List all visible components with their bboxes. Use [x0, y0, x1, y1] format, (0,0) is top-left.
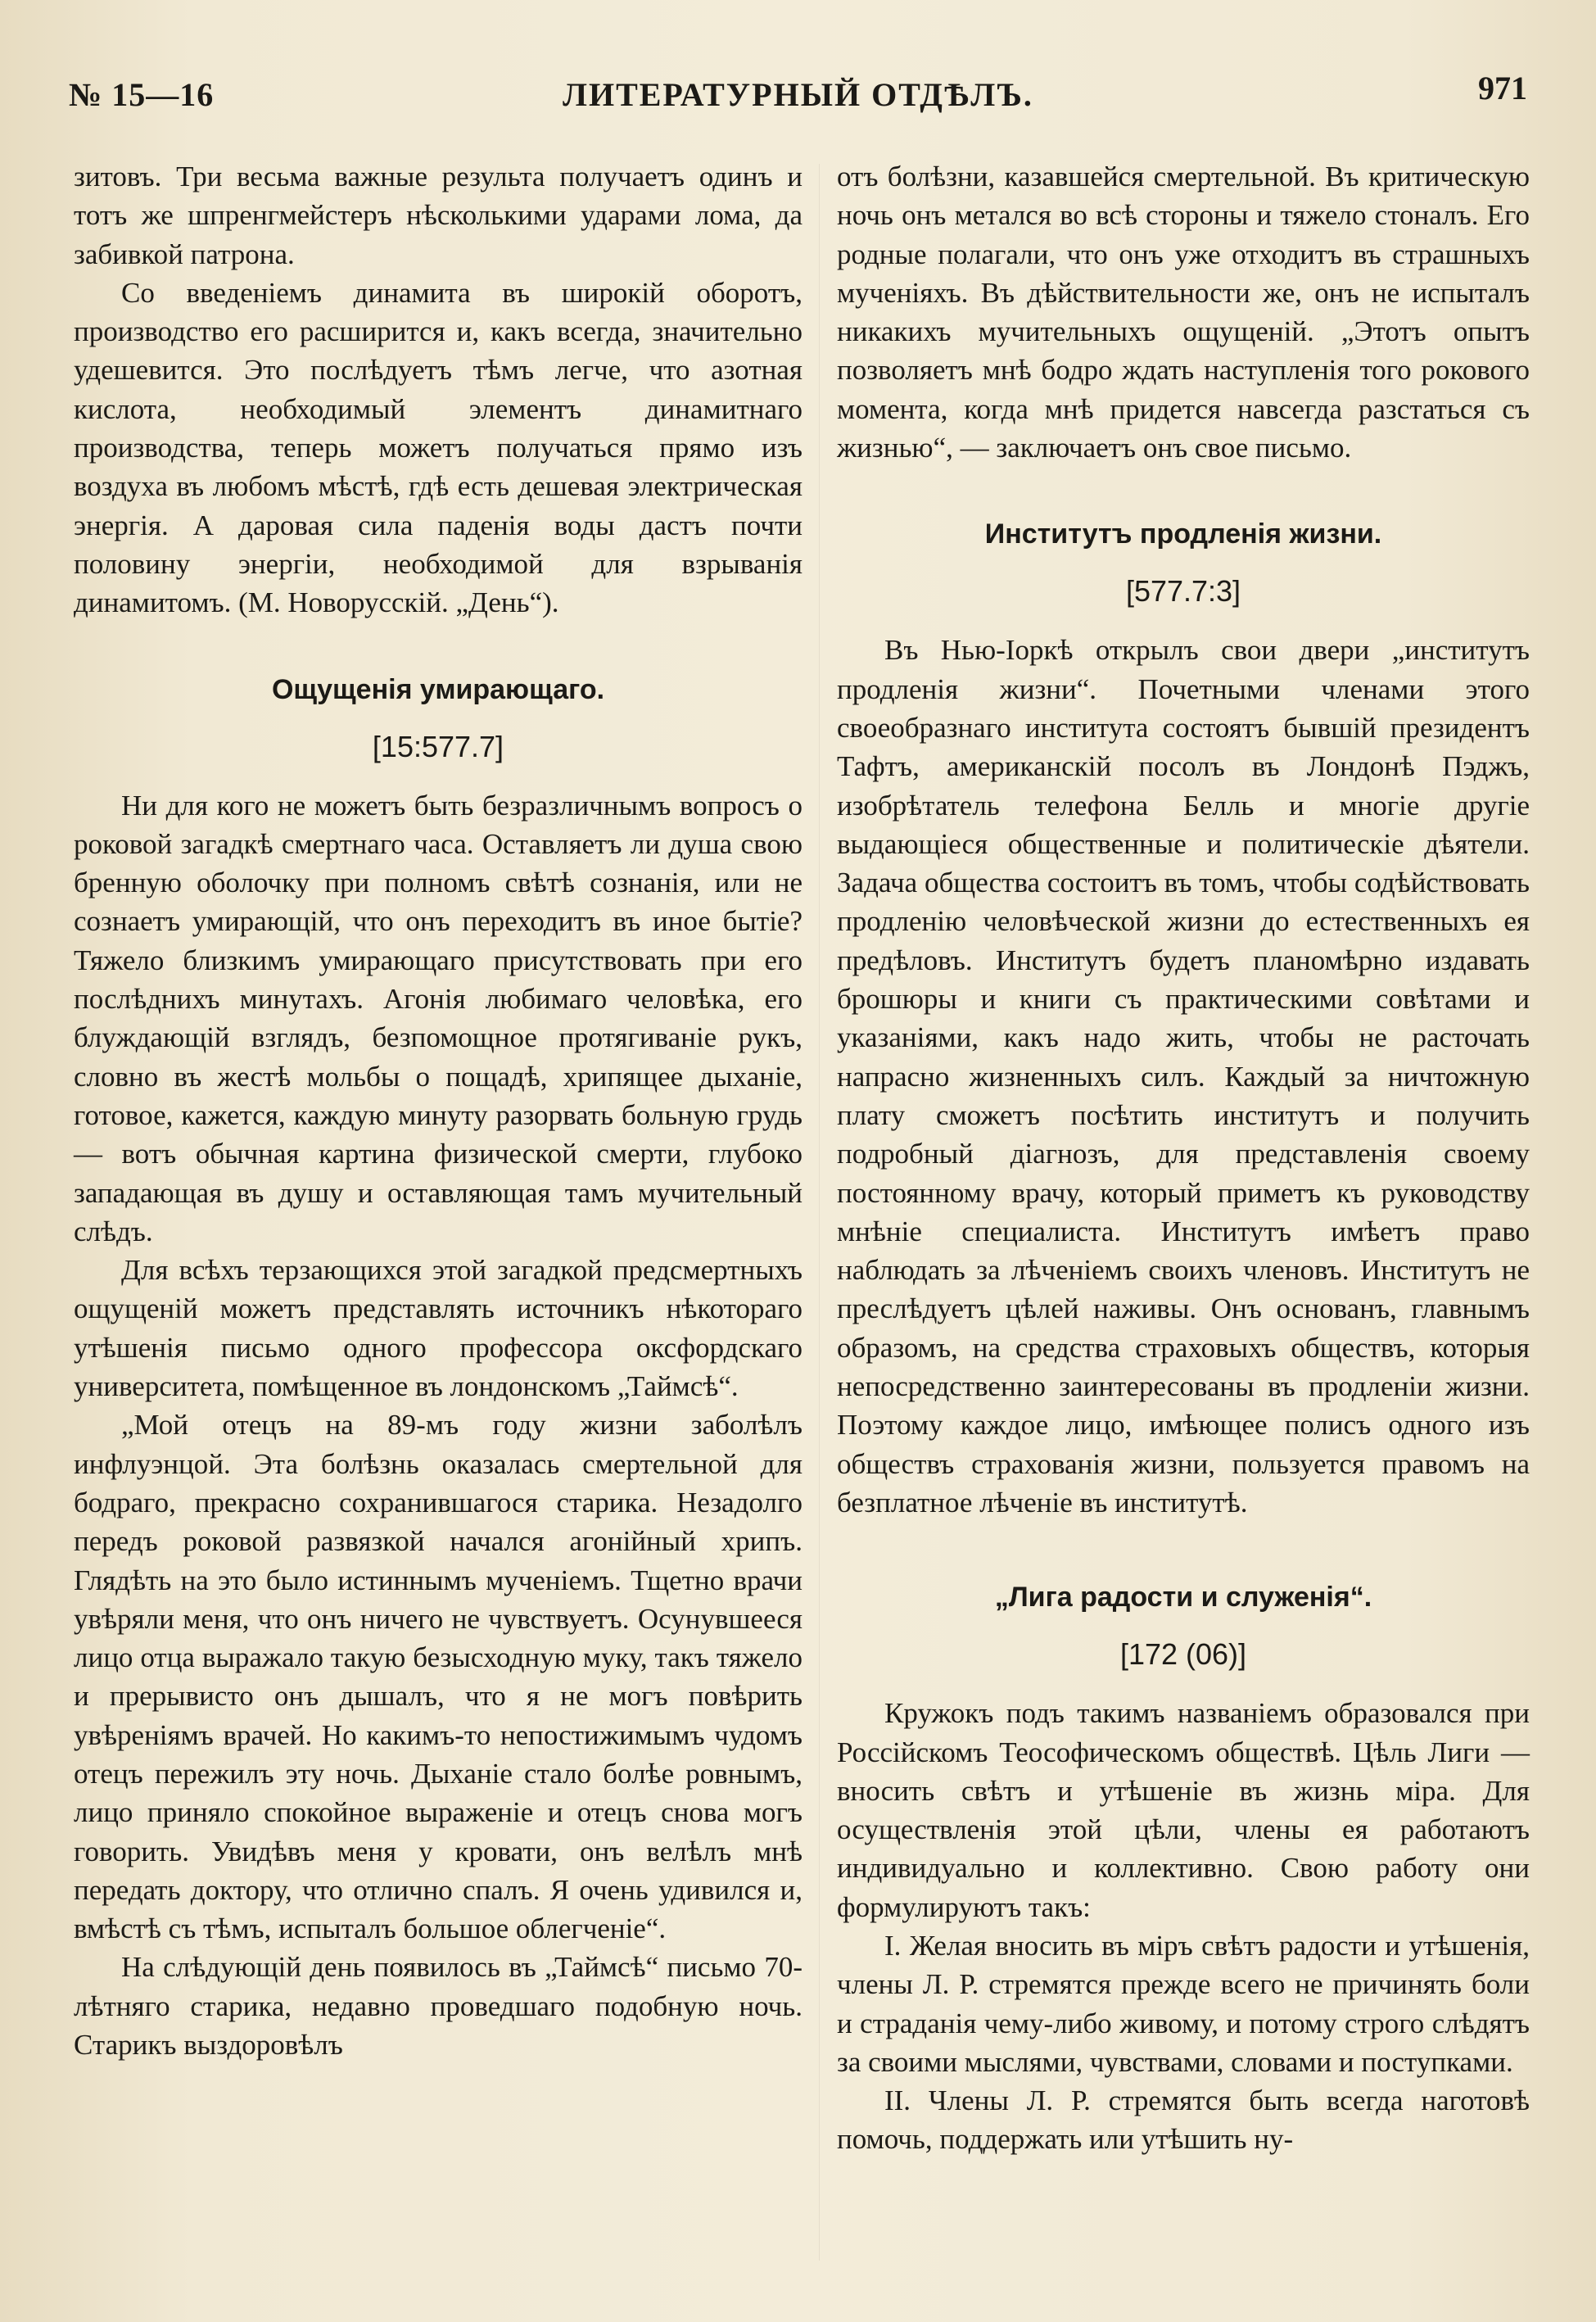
- column-divider: [819, 164, 820, 2261]
- classification-code: [15:577.7]: [372, 729, 504, 763]
- article-heading: Ощущенія умирающаго.: [271, 673, 605, 705]
- issue-number: № 15—16: [69, 76, 215, 113]
- paragraph: Кружокъ подъ такимъ названіемъ образовался при Россійскомъ Теософическомъ обществѣ. Цѣль Лиги — вносить свѣтъ и утѣшеніе въ жизнь міра. Для осуществленія этой цѣли, члены ея работаютъ индивидуально и коллективно. Свою работу они формулируютъ такъ:: [837, 1697, 1530, 1923]
- paragraph: II. Члены Л. Р. стремятся быть всегда наготовѣ помочь, поддержать или утѣшить ну-: [837, 2084, 1530, 2156]
- article-heading: „Лига радости и служенія“.: [994, 1582, 1372, 1614]
- paragraph: Ни для кого не можетъ быть безразличнымъ вопросъ о роковой загадкѣ смертнаго часа. Оставляетъ ли душа свою бренную оболочку при полномъ свѣтѣ сознанія, или не сознаетъ умирающій, что онъ переходитъ въ иное бытіе? Тяжело близкимъ умирающаго присутствовать при его послѣднихъ минутахъ. Агонія любимаго человѣка, его блуждающій взглядъ, безпомощное протягиваніе рукъ, словно въ жестѣ мольбы о пощадѣ, хрипящее дыханіе, готовое, кажется, каждую минуту разорвать больную грудь — вотъ обычная картина физической смерти, глубоко западающая въ душу и оставляющая тамъ мучительный слѣдъ.: [74, 789, 803, 1247]
- classification-code: [577.7:3]: [1125, 574, 1241, 609]
- article-heading: Институтъ продленія жизни.: [984, 518, 1382, 550]
- left-column: [74, 157, 803, 2064]
- paragraph: зитовъ. Три весьма важные результа получаетъ одинъ и тотъ же шпренгмейстеръ нѣсколькими ударами лома, да забивкой патрона.: [74, 161, 803, 270]
- right-column: [837, 157, 1530, 2159]
- paragraph: Для всѣхъ терзающихся этой загадкой предсмертныхъ ощущеній можетъ представлять источникъ нѣкотораго утѣшенія письмо одного профессора оксфордскаго университета, помѣщенное въ лондонскомъ „Таймсѣ“.: [74, 1254, 803, 1403]
- paragraph: Со введеніемъ динамита въ широкій оборотъ, производство его расширится и, какъ всегда, значительно удешевится. Это послѣдуетъ тѣмъ легче, что азотная кислота, необходимый элементъ динамитнаго производства, теперь можетъ получаться прямо изъ воздуха въ любомъ мѣстѣ, гдѣ есть дешевая электрическая энергія. А даровая сила паденія воды дастъ почти половину энергіи, необходимой для взрыванія динамитомъ. (М. Новорусскій. „День“).: [74, 276, 803, 619]
- paragraph: отъ болѣзни, казавшейся смертельной. Въ критическую ночь онъ метался во всѣ стороны и тяжело стоналъ. Его родные полагали, что онъ уже отходитъ въ страшныхъ мученіяхъ. Въ дѣйствительности же, онъ не испыталъ никакихъ мучительныхъ ощущеній. „Этотъ опытъ позволяетъ мнѣ бодро ждать наступленія того рокового момента, когда мнѣ придется навсегда разстаться съ жизнью“, — заключаетъ онъ свое письмо.: [837, 161, 1530, 464]
- section-title: ЛИТЕРАТУРНЫЙ ОТДѢЛЪ.: [563, 76, 1033, 113]
- running-header: [69, 70, 1527, 124]
- classification-code: [172 (06)]: [1119, 1637, 1247, 1672]
- paragraph: „Мой отецъ на 89-мъ году жизни заболѣлъ инфлуэнцой. Эта болѣзнь оказалась смертельной для бодраго, прекрасно сохранившагося старика. Незадолго передъ роковой развязкой начался агонійный хрипъ. Глядѣть на это было истиннымъ мученіемъ. Тщетно врачи увѣряли меня, что онъ ничего не чувствуетъ. Осунувшееся лицо отца выражало такую безысходную муку, такъ тяжело и прерывисто онъ дышалъ, что я не могъ повѣрить увѣреніямъ врачей. Но какимъ-то непостижимымъ чудомъ отецъ пережилъ эту ночь. Дыханіе стало болѣе ровнымъ, лицо приняло спокойное выраженіе и отецъ снова могъ говорить. Увидѣвъ меня у кровати, онъ велѣлъ мнѣ передать доктору, что отлично спалъ. Я очень удивился и, вмѣстѣ съ тѣмъ, испыталъ большое облегченіе“.: [74, 1409, 803, 1945]
- paragraph: I. Желая вносить въ міръ свѣтъ радости и утѣшенія, члены Л. Р. стремятся прежде всего не причинять боли и страданія чему-либо живому, и потому строго слѣдятъ за своими мыслями, чувствами, словами и поступками.: [837, 1929, 1530, 2078]
- page-number: 971: [1478, 70, 1527, 106]
- paragraph: На слѣдующій день появилось въ „Таймсѣ“ письмо 70-лѣтняго старика, недавно проведшаго подобную ночь. Старикъ выздоровѣлъ: [74, 1951, 803, 2062]
- paragraph: Въ Нью-Іоркѣ открылъ свои двери „институтъ продленія жизни“. Почетными членами этого своеобразнаго института состоятъ бывшій президентъ Тафтъ, американскій посолъ въ Лондонѣ Пэджъ, изобрѣтатель телефона Белль и многіе другіе выдающіеся общественные и политическіе дѣятели. Задача общества состоитъ въ томъ, чтобы содѣйствовать продленію человѣческой жизни до естественныхъ ея предѣловъ. Институтъ будетъ планомѣрно издавать брошюры и книги съ практическими совѣтами и указаніями, какъ надо жить, чтобы не расточать напрасно жизненныхъ силъ. Каждый за ничтожную плату сможетъ посѣтить институтъ и получить подробный діагнозъ, для представленія своему постоянному врачу, который приметъ къ руководству мнѣніе специалиста. Институтъ имѣетъ право наблюдать за лѣченіемъ своихъ членовъ. Институтъ не преслѣдуетъ цѣлей наживы. Онъ основанъ, главнымъ образомъ, на средства страховыхъ обществъ, которыя непосредственно заинтересованы въ продленіи жизни. Поэтому каждое лицо, имѣющее полисъ одного изъ обществъ страхованія жизни, пользуется правомъ на безплатное лѣченіе въ институтѣ.: [837, 634, 1530, 1519]
